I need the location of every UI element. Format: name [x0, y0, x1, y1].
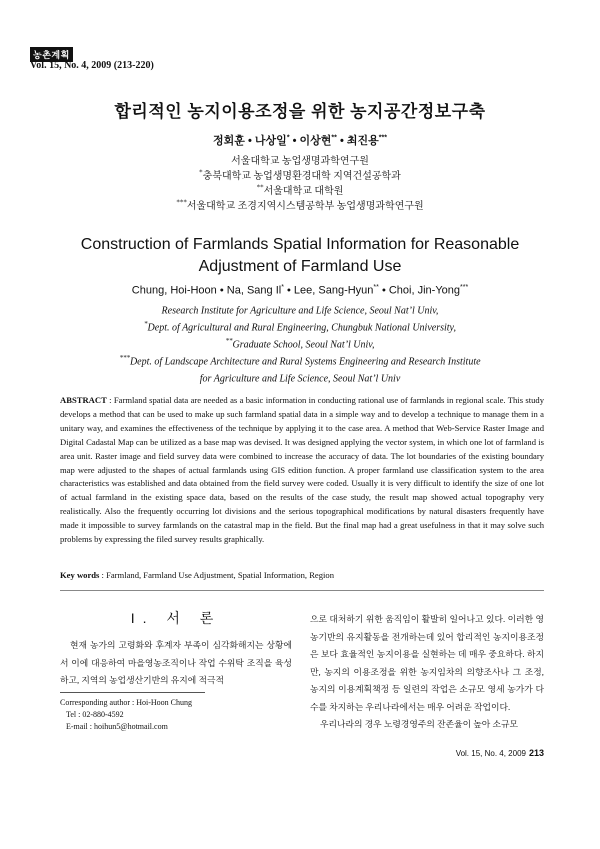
korean-affiliation: *충북대학교 농업생명환경대학 지역건설공학과 — [199, 168, 401, 182]
english-title-line: Adjustment of Farmland Use — [198, 258, 402, 275]
author-separator: • — [248, 135, 252, 147]
english-affiliation: *Dept. of Agricultural and Rural Engineering, Chungbuk National University, — [144, 320, 456, 334]
paragraph: 우리나라의 경우 노령경영주의 잔존율이 높아 소규모 — [320, 719, 518, 729]
footnote-author: Corresponding author : Hoi-Hoon Chung — [60, 698, 192, 707]
author-separator: • — [287, 284, 291, 297]
paragraph: 현재 농가의 고령화와 후계자 부족이 심각화해지는 상황에서 이에 대응하여 마을영농조직이나 작업 수위탁 조직을 육성하고, 지역의 농업생산기반의 유지에 적극적 — [60, 640, 292, 685]
page-number: 213 — [528, 748, 544, 758]
journal-badge: 농촌계획 — [30, 47, 73, 62]
abstract — [60, 394, 544, 547]
english-affiliation: ***Dept. of Landscape Architecture and Rural Systems Engineering and Research Institute — [119, 354, 481, 368]
author-name: 최진용 — [346, 135, 379, 147]
corresponding-author-footnote — [60, 697, 192, 733]
korean-affiliation: 서울대학교 농업생명과학연구원 — [231, 156, 369, 167]
author-name: Na, Sang Il — [226, 284, 282, 297]
author-name: Chung, Hoi-Hoon — [131, 284, 217, 297]
korean-title: 합리적인 농지이용조정을 위한 농지공간정보구축 — [114, 102, 486, 121]
english-affiliation: **Graduate School, Seoul Nat’l Univ, — [225, 337, 375, 351]
author-separator: • — [292, 135, 297, 147]
author-name: 이상현 — [299, 135, 332, 147]
author-name: 나상일 — [254, 135, 287, 147]
abstract-text: : Farmland spatial data are needed as a basic information in conducting rational use of farmlands in regional scale. This study develops a method that can be used to make up such farmland spatial data in a simple way and to develop a technique to manage them in a unitary way, and examines the effectiveness of the technique by applying it to the case area. A method that Web-Service Raster Image and Digital Cadastal Map can be utilized as a base map was devised. It was designed applying the vector system, in which one lot of farmland is area unit. Raster image and field survey data were combined to increase the accuracy of data. The lot boundaries of the existing boundary map were adjusted to the shapes of actual farmlands using GIS edition function. A proper farmland use classification system to the area characteristics was established and data obtained from the field survey were coded. Usually it is very difficult to identify the size of one lot of actual farmland in the existing space data, based on the results of the case study, the result map showed actual topography very realistically. Also the frequently occurring lot divisions and the serious topographical modifications by natural disasters frequently have made it impossible to survey farmlands on the catastral map in the field. But the final map had a great usefulness in that it may solve such problems by expressing the filed survey results graphically. — [60, 395, 544, 545]
footnote-tel: Tel : 02-880-4592 — [66, 710, 124, 719]
keywords — [60, 570, 544, 580]
volume-info: Vol. 15, No. 4, 2009 (213-220) — [30, 60, 154, 71]
author-separator: • — [339, 135, 344, 147]
author-separator: • — [219, 284, 224, 297]
body-column-right — [310, 611, 544, 734]
page-footer — [456, 748, 544, 758]
korean-affiliation: ***서울대학교 조경지역시스템공학부 농업생명과학연구원 — [176, 198, 424, 212]
korean-authors: 정회훈 • 나상일* • 이상현** • 최진용*** — [213, 134, 387, 147]
author-name: 정회훈 — [213, 135, 245, 147]
body-column-left — [60, 637, 292, 690]
abstract-label: ABSTRACT — [60, 395, 107, 405]
english-title-line: Construction of Farmlands Spatial Information for Reasonable — [80, 236, 520, 253]
english-authors: Chung, Hoi-Hoon • Na, Sang Il* • Lee, Sang-Hyun** • Choi, Jin-Yong*** — [131, 284, 469, 297]
divider — [60, 590, 544, 591]
author-name: Lee, Sang-Hyun — [293, 284, 374, 297]
keywords-text: : Farmland, Farmland Use Adjustment, Spatial Information, Region — [99, 570, 335, 580]
english-affiliation: for Agriculture and Life Science, Seoul Nat’l Univ — [199, 373, 401, 385]
english-title — [0, 234, 600, 278]
footer-volume: Vol. 15, No. 4, 2009 — [455, 749, 526, 758]
keywords-label: Key words — [60, 570, 100, 580]
section-heading: I. 서 론 — [130, 610, 222, 626]
author-separator: • — [381, 284, 386, 297]
footnote-divider — [60, 692, 205, 693]
paragraph: 으로 대처하기 위한 움직임이 활발히 일어나고 있다. 이러한 영농기반의 유지활동을 전개하는데 있어 합리적인 농지이용조정은 보다 효율적인 농지이용을 실현하는 데 매우 중요하다. 하지만, 농지의 이용조정을 위한 농지임차의 의향조사나 그 조정, 농지의 이용계획책정 등 일련의 작업은 소규모 영세 농가가 다수를 차지하는 우리나라에서는 매우 어려운 작업이다. — [310, 614, 544, 712]
english-affiliation: Research Institute for Agriculture and Life Science, Seoul Nat’l Univ, — [161, 305, 439, 317]
footnote-email: E-mail : hoihun5@hotmail.com — [66, 722, 168, 731]
author-name: Choi, Jin-Yong — [388, 284, 460, 297]
korean-affiliation: **서울대학교 대학원 — [256, 183, 344, 197]
